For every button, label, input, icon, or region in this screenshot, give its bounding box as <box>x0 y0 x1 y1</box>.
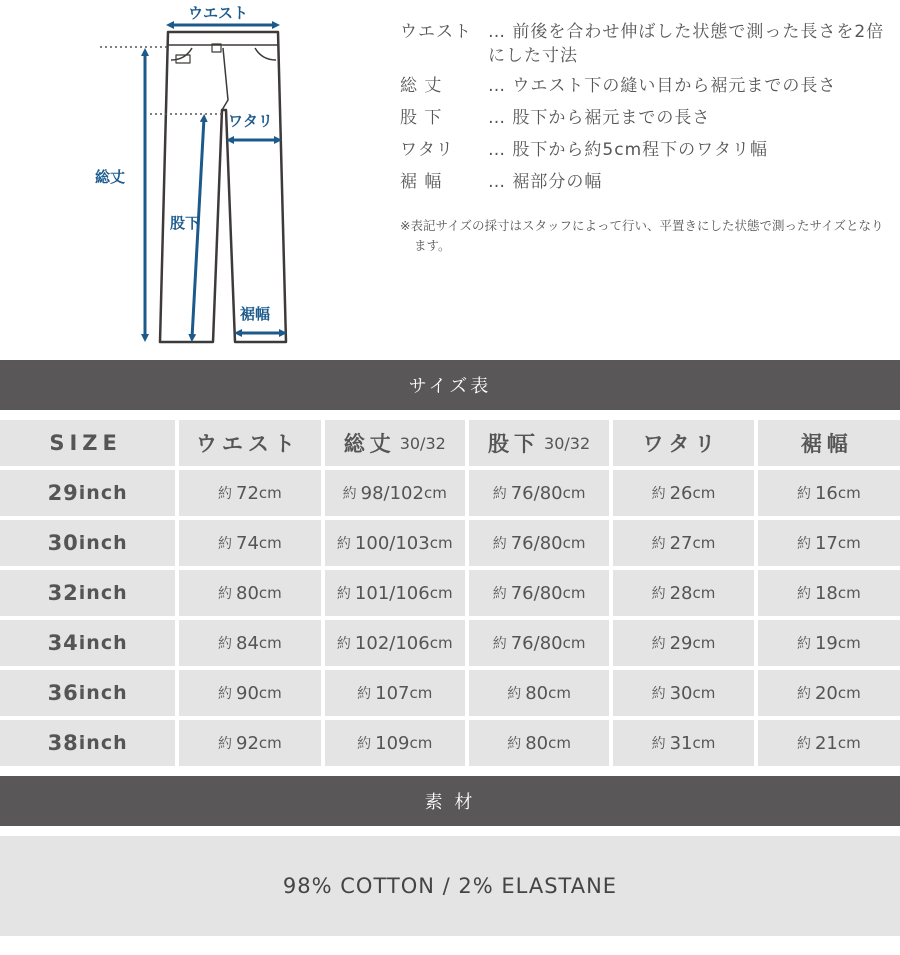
value-cell: 約 21 cm <box>758 720 900 766</box>
legend-row <box>400 102 890 134</box>
value-cell: 約 76/80 cm <box>469 620 609 666</box>
size-table <box>0 420 900 770</box>
table-row <box>0 520 900 566</box>
value-cell: 約 74 cm <box>179 520 320 566</box>
length-label: 総丈 <box>95 168 126 186</box>
value-cell: 約 100/103 cm <box>325 520 465 566</box>
legend-term: 股 下 <box>400 108 443 128</box>
legend-term: 総 丈 <box>400 76 443 96</box>
legend-term: ワタリ <box>400 140 454 160</box>
header-cell: 総丈 30/32 <box>325 420 465 466</box>
legend-row <box>400 70 890 102</box>
value-cell: 約 102/106 cm <box>325 620 465 666</box>
legend-row <box>400 16 890 70</box>
legend-term: 裾 幅 <box>400 172 443 192</box>
header-cell: 裾幅 <box>758 420 900 466</box>
material-section-header: 素 材 <box>0 776 900 826</box>
measurement-note: ※表記サイズの採寸はスタッフによって行い、平置きにした状態で測ったサイズとなります。 <box>400 218 884 253</box>
legend-desc: … 裾部分の幅 <box>488 172 603 192</box>
inseam-label: 股下 <box>170 214 201 232</box>
measurement-diagram <box>0 0 900 360</box>
legend-row <box>400 166 890 198</box>
value-cell: 約 18 cm <box>758 570 900 616</box>
value-cell: 約 109 cm <box>325 720 465 766</box>
table-row <box>0 670 900 716</box>
pants-outline-icon <box>160 32 286 342</box>
legend-desc: … ウエスト下の縫い目から裾元までの長さ <box>488 76 837 96</box>
value-cell: 約 84 cm <box>179 620 320 666</box>
size-cell: 38 inch <box>0 720 175 766</box>
size-cell: 30 inch <box>0 520 175 566</box>
legend-desc: … 股下から裾元までの長さ <box>488 108 711 128</box>
legend-desc: … 股下から約5cm程下のワタリ幅 <box>488 140 768 160</box>
waist-label: ウエスト <box>188 4 249 22</box>
value-cell: 約 27 cm <box>613 520 753 566</box>
value-cell: 約 76/80 cm <box>469 470 609 516</box>
legend-term: ウエスト <box>400 22 472 42</box>
value-cell: 約 98/102 cm <box>325 470 465 516</box>
value-cell: 約 72 cm <box>179 470 320 516</box>
value-cell: 約 90 cm <box>179 670 320 716</box>
pants-illustration <box>0 0 400 360</box>
table-row <box>0 620 900 666</box>
table-row <box>0 570 900 616</box>
legend-row <box>400 134 890 166</box>
value-cell: 約 76/80 cm <box>469 520 609 566</box>
header-cell: 股下 30/32 <box>469 420 609 466</box>
thigh-label: ワタリ <box>228 112 273 130</box>
value-cell: 約 19 cm <box>758 620 900 666</box>
hem-label: 裾幅 <box>240 305 271 323</box>
size-section-header: サイズ表 <box>0 360 900 410</box>
header-cell: ワタリ <box>613 420 753 466</box>
header-cell: ウエスト <box>179 420 320 466</box>
value-cell: 約 31 cm <box>613 720 753 766</box>
header-cell: SIZE <box>0 420 175 466</box>
value-cell: 約 17 cm <box>758 520 900 566</box>
value-cell: 約 28 cm <box>613 570 753 616</box>
size-cell: 34 inch <box>0 620 175 666</box>
value-cell: 約 80 cm <box>469 720 609 766</box>
size-cell: 36 inch <box>0 670 175 716</box>
value-cell: 約 80 cm <box>469 670 609 716</box>
value-cell: 約 20 cm <box>758 670 900 716</box>
value-cell: 約 80 cm <box>179 570 320 616</box>
value-cell: 約 107 cm <box>325 670 465 716</box>
value-cell: 約 30 cm <box>613 670 753 716</box>
value-cell: 約 101/106 cm <box>325 570 465 616</box>
material-composition: 98% COTTON / 2% ELASTANE <box>0 836 900 936</box>
table-row <box>0 470 900 516</box>
value-cell: 約 92 cm <box>179 720 320 766</box>
table-body <box>0 470 900 766</box>
value-cell: 約 16 cm <box>758 470 900 516</box>
table-header-row <box>0 420 900 466</box>
size-cell: 32 inch <box>0 570 175 616</box>
value-cell: 約 76/80 cm <box>469 570 609 616</box>
table-row <box>0 720 900 766</box>
measurement-legend <box>400 16 890 256</box>
value-cell: 約 29 cm <box>613 620 753 666</box>
value-cell: 約 26 cm <box>613 470 753 516</box>
legend-desc: … 前後を合わせ伸ばした状態で測った長さを2倍にした寸法 <box>488 22 885 66</box>
size-cell: 29 inch <box>0 470 175 516</box>
